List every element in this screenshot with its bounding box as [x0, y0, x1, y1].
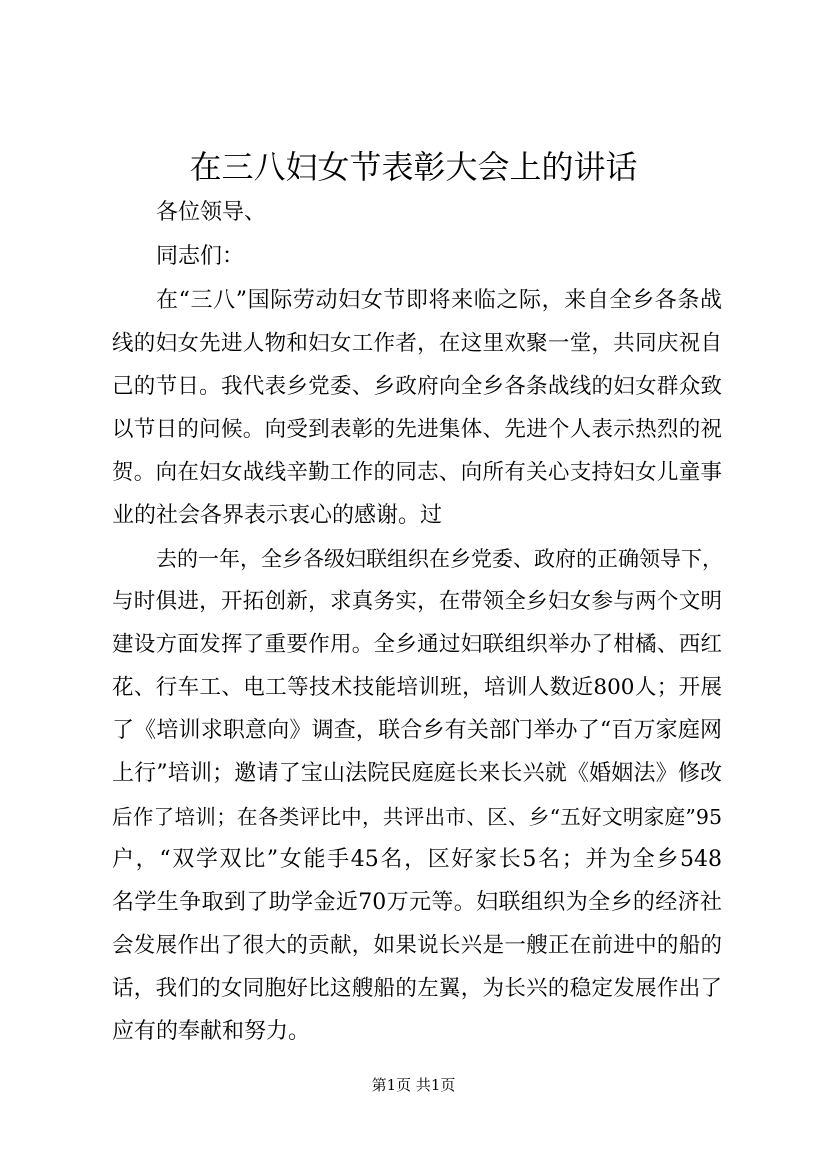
paragraph-line: 应有的奉献和努力。: [112, 1019, 311, 1044]
paragraph-line: 户，“双学双比”女能手45名，区好家长5名；并为全乡548: [112, 847, 722, 872]
paragraph-line: 上行”培训；邀请了宝山法院民庭庭长来长兴就《婚姻法》修改: [112, 761, 722, 786]
paragraph-line: 业的社会各界表示衷心的感谢。过: [112, 503, 443, 528]
paragraph-line: 了《培训求职意向》调查，联合乡有关部门举办了“百万家庭网: [112, 718, 722, 743]
paragraph-line: 话，我们的女同胞好比这艘船的左翼，为长兴的稳定发展作出了: [112, 976, 722, 1001]
document-title: 在三八妇女节表彰大会上的讲话: [189, 148, 638, 186]
salutation-line: 同志们：: [156, 244, 245, 269]
paragraph-line: 后作了培训；在各类评比中，共评出市、区、乡“五好文明家庭”95: [112, 805, 722, 829]
paragraph-line: 以节日的问候。向受到表彰的先进集体、先进个人表示热烈的祝: [112, 417, 722, 442]
paragraph-line: 贺。向在妇女战线辛勤工作的同志、向所有关心支持妇女儿童事: [112, 460, 722, 485]
paragraph-line: 花、行车工、电工等技术技能培训班，培训人数近800人；开展: [112, 675, 722, 700]
page-number-footer: 第1页 共1页: [371, 1076, 456, 1094]
paragraph-line: 己的节日。我代表乡党委、乡政府向全乡各条战线的妇女群众致: [112, 374, 722, 399]
paragraph-line: 在“三八”国际劳动妇女节即将来临之际，来自全乡各条战: [156, 288, 722, 313]
paragraph-line: 去的一年，全乡各级妇联组织在乡党委、政府的正确领导下，: [156, 547, 723, 571]
paragraph-line: 建设方面发挥了重要作用。全乡通过妇联组织举办了柑橘、西红: [112, 632, 722, 657]
paragraph-line: 名学生争取到了助学金近70万元等。妇联组织为全乡的经济社: [112, 890, 722, 915]
salutation-line: 各位领导、: [156, 200, 267, 225]
paragraph-line: 线的妇女先进人物和妇女工作者，在这里欢聚一堂，共同庆祝自: [112, 331, 722, 356]
paragraph-line: 与时俱进，开拓创新，求真务实，在带领全乡妇女参与两个文明: [112, 589, 722, 614]
paragraph-line: 会发展作出了很大的贡献，如果说长兴是一艘正在前进中的船的: [112, 933, 722, 958]
